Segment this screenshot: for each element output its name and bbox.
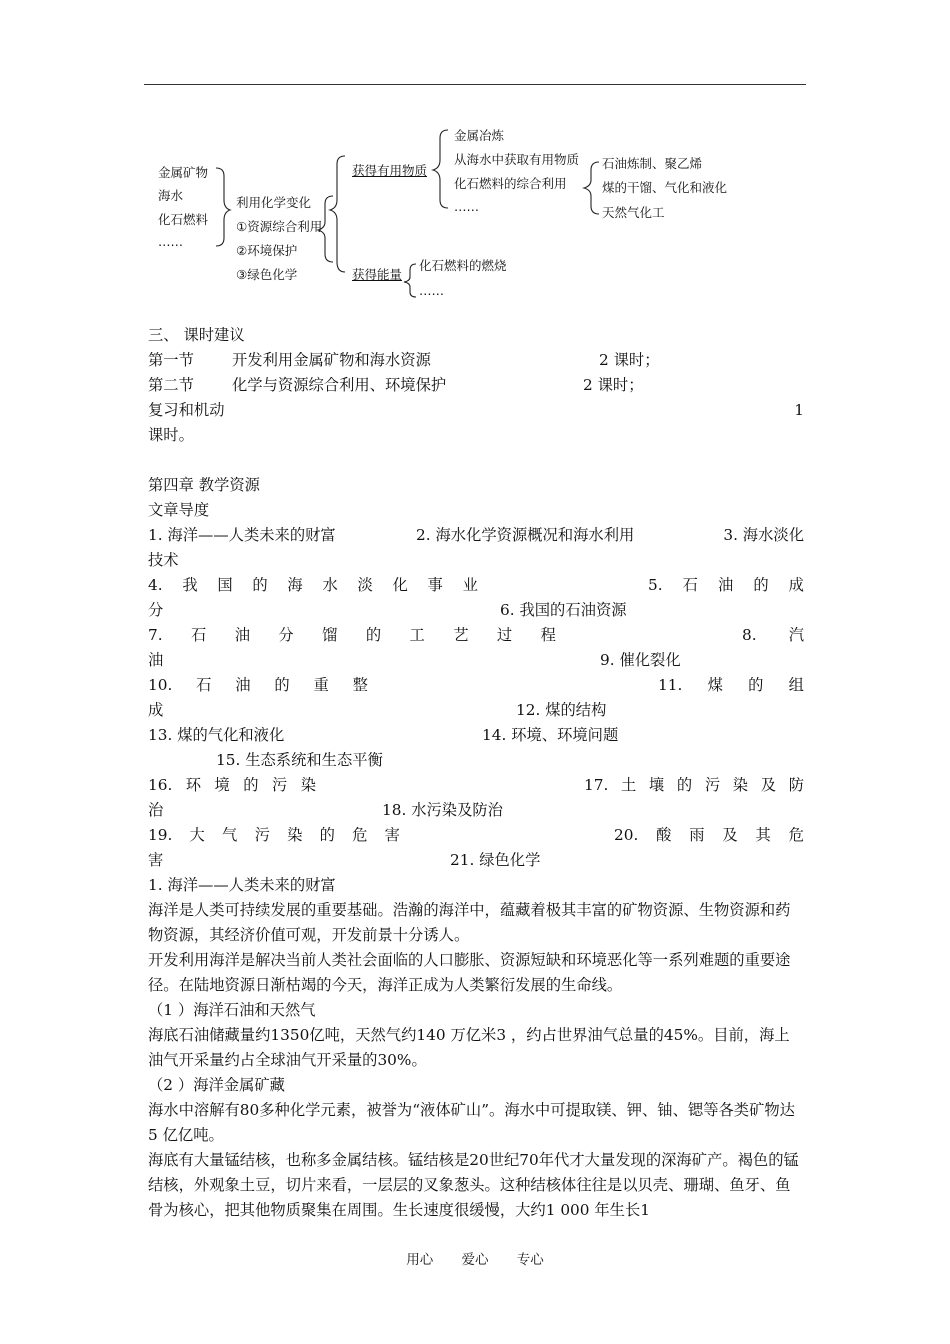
resource-item-9: 9. 催化裂化 — [600, 651, 681, 669]
resource-item-12: 12. 煤的结构 — [516, 701, 607, 719]
document-body — [148, 323, 804, 1223]
resource-item-15: 15. 生态系统和生态平衡 — [216, 751, 383, 769]
footer-word-2: 爱心 — [461, 1252, 489, 1268]
diagram-useful-2: 从海水中获取有用物质 — [454, 152, 580, 167]
diagram-left-1: 金属矿物 — [158, 165, 209, 180]
article-guide-heading: 文章导度 — [148, 501, 210, 519]
article-subheading-2: （2 ）海洋金属矿藏 — [148, 1076, 285, 1094]
diagram-branch-useful: 获得有用物质 — [352, 163, 428, 178]
schedule-row-3 — [148, 398, 804, 423]
resource-item-19: 19. 大 气 污 染 的 危 害 — [148, 826, 400, 844]
resource-item-16: 16. 环 境 的 污 染 — [148, 776, 316, 794]
resource-row-7 — [148, 623, 804, 648]
section-2-title: 化学与资源综合利用、环境保护 — [232, 376, 447, 394]
review-number: 1 — [794, 401, 804, 419]
resource-item-6: 6. 我国的石油资源 — [500, 601, 627, 619]
article-paragraph-5: 海底有大量锰结核，也称多金属结核。锰结核是20世纪70年代才大量发现的深海矿产。褐色的锰结核，外观象土豆，切片来看，一层层的叉象葱头。这种结核体往往是以贝壳、珊瑚、鱼牙、鱼骨为核心，把其他物质聚集在周围。生长速度很缓慢，大约1 000 年生长1 — [148, 1151, 799, 1219]
review-label: 复习和机动 — [148, 401, 225, 419]
section-1-time: 2 课时； — [599, 351, 660, 369]
resource-row-1 — [148, 523, 804, 548]
schedule-row-2 — [148, 373, 804, 398]
resource-item-11-cont: 成 — [148, 701, 164, 719]
diagram-useful-4: …… — [454, 199, 479, 214]
resource-row-10 — [148, 673, 804, 698]
section-1-title: 开发利用金属矿物和海水资源 — [232, 351, 431, 369]
resource-item-5: 5. 石 油 的 成 — [648, 576, 804, 594]
resource-item-20-cont: 害 — [148, 851, 164, 869]
resource-item-7: 7. 石 油 分 馏 的 工 艺 过 程 — [148, 626, 556, 644]
diagram-useful-1: 金属冶炼 — [454, 128, 505, 143]
article-paragraph-1: 海洋是人类可持续发展的重要基础。浩瀚的海洋中，蕴藏着极其丰富的矿物资源、生物资源和药物资源，其经济价值可观，开发前景十分诱人。 — [148, 901, 791, 944]
resource-item-20: 20. 酸 雨 及 其 危 — [614, 826, 804, 844]
resource-item-4: 4. 我 国 的 海 水 淡 化 事 业 — [148, 576, 478, 594]
diagram-useful-3: 化石燃料的综合利用 — [454, 176, 567, 191]
diagram-middle-2: ①资源综合利用 — [236, 219, 323, 234]
resource-item-17-cont: 治 — [148, 801, 164, 819]
diagram-fossil-1: 石油炼制、聚乙烯 — [602, 156, 703, 171]
article-paragraph-4: 海水中溶解有80多种化学元素，被誉为“液体矿山”。海水中可提取镁、钾、铀、锶等各类矿物达5 亿亿吨。 — [148, 1101, 795, 1144]
diagram-left-4: …… — [158, 234, 183, 249]
resource-row-11 — [148, 698, 804, 723]
diagram-energy-1: 化石燃料的燃烧 — [419, 258, 507, 273]
resource-item-14: 14. 环境、环境问题 — [482, 726, 619, 744]
resource-row-17 — [148, 798, 804, 823]
diagram-left-2: 海水 — [158, 188, 184, 203]
diagram-fossil-2: 煤的干馏、气化和液化 — [602, 180, 728, 195]
schedule-heading: 三、 课时建议 — [148, 326, 245, 344]
article-title: 1. 海洋——人类未来的财富 — [148, 876, 336, 894]
footer-word-1: 用心 — [406, 1252, 434, 1268]
diagram-middle-4: ③绿色化学 — [236, 267, 298, 282]
resource-item-1: 1. 海洋——人类未来的财富 — [148, 526, 336, 544]
diagram-fossil-3: 天然气化工 — [602, 205, 665, 220]
section-2-name: 第二节 — [148, 376, 194, 394]
diagram-energy-2: …… — [419, 283, 444, 298]
resource-row-15 — [148, 748, 804, 773]
resource-item-18: 18. 水污染及防治 — [382, 801, 503, 819]
resource-row-5 — [148, 598, 804, 623]
resource-row-4 — [148, 573, 804, 598]
resource-row-19 — [148, 823, 804, 848]
resource-item-17: 17. 土 壤 的 污 染 及 防 — [584, 776, 804, 794]
resource-item-5-cont: 分 — [148, 601, 164, 619]
resource-row-13 — [148, 723, 804, 748]
resource-item-3-cont: 技术 — [148, 551, 179, 569]
diagram-left-3: 化石燃料 — [158, 212, 209, 227]
chapter-heading: 第四章 教学资源 — [148, 476, 260, 494]
section-1-name: 第一节 — [148, 351, 194, 369]
resource-item-8: 8. 汽 — [742, 626, 804, 644]
page-footer — [0, 1248, 950, 1268]
resource-row-20 — [148, 848, 804, 873]
diagram-branch-energy: 获得能量 — [352, 267, 403, 282]
diagram-middle-3: ②环境保护 — [236, 243, 298, 258]
resource-item-13: 13. 煤的气化和液化 — [148, 726, 285, 744]
resource-row-8 — [148, 648, 804, 673]
resource-item-2: 2. 海水化学资源概况和海水利用 — [416, 526, 635, 544]
resource-item-21: 21. 绿色化学 — [450, 851, 541, 869]
resource-item-10: 10. 石 油 的 重 整 — [148, 676, 368, 694]
resource-item-11: 11. 煤 的 组 — [658, 676, 804, 694]
article-paragraph-2: 开发利用海洋是解决当前人类社会面临的人口膨胀、资源短缺和环境恶化等一系列难题的重要途径。在陆地资源日渐枯竭的今天，海洋正成为人类繁衍发展的生命线。 — [148, 951, 791, 994]
resource-item-3: 3. 海水淡化 — [723, 526, 804, 544]
article-subheading-1: （1 ）海洋石油和天然气 — [148, 1001, 316, 1019]
article-paragraph-3: 海底石油储藏量约1350亿吨，天然气约140 万亿米3 ，约占世界油气总量的45%。目前，海上油气开采量约占全球油气开采量的30%。 — [148, 1026, 790, 1069]
diagram-middle-1: 利用化学变化 — [236, 195, 312, 210]
schedule-row-1 — [148, 348, 804, 373]
resource-row-16 — [148, 773, 804, 798]
review-unit: 课时。 — [148, 426, 194, 444]
resource-item-8-cont: 油 — [148, 651, 164, 669]
concept-diagram — [0, 0, 950, 310]
footer-word-3: 专心 — [516, 1252, 544, 1268]
section-2-time: 2 课时； — [583, 376, 644, 394]
